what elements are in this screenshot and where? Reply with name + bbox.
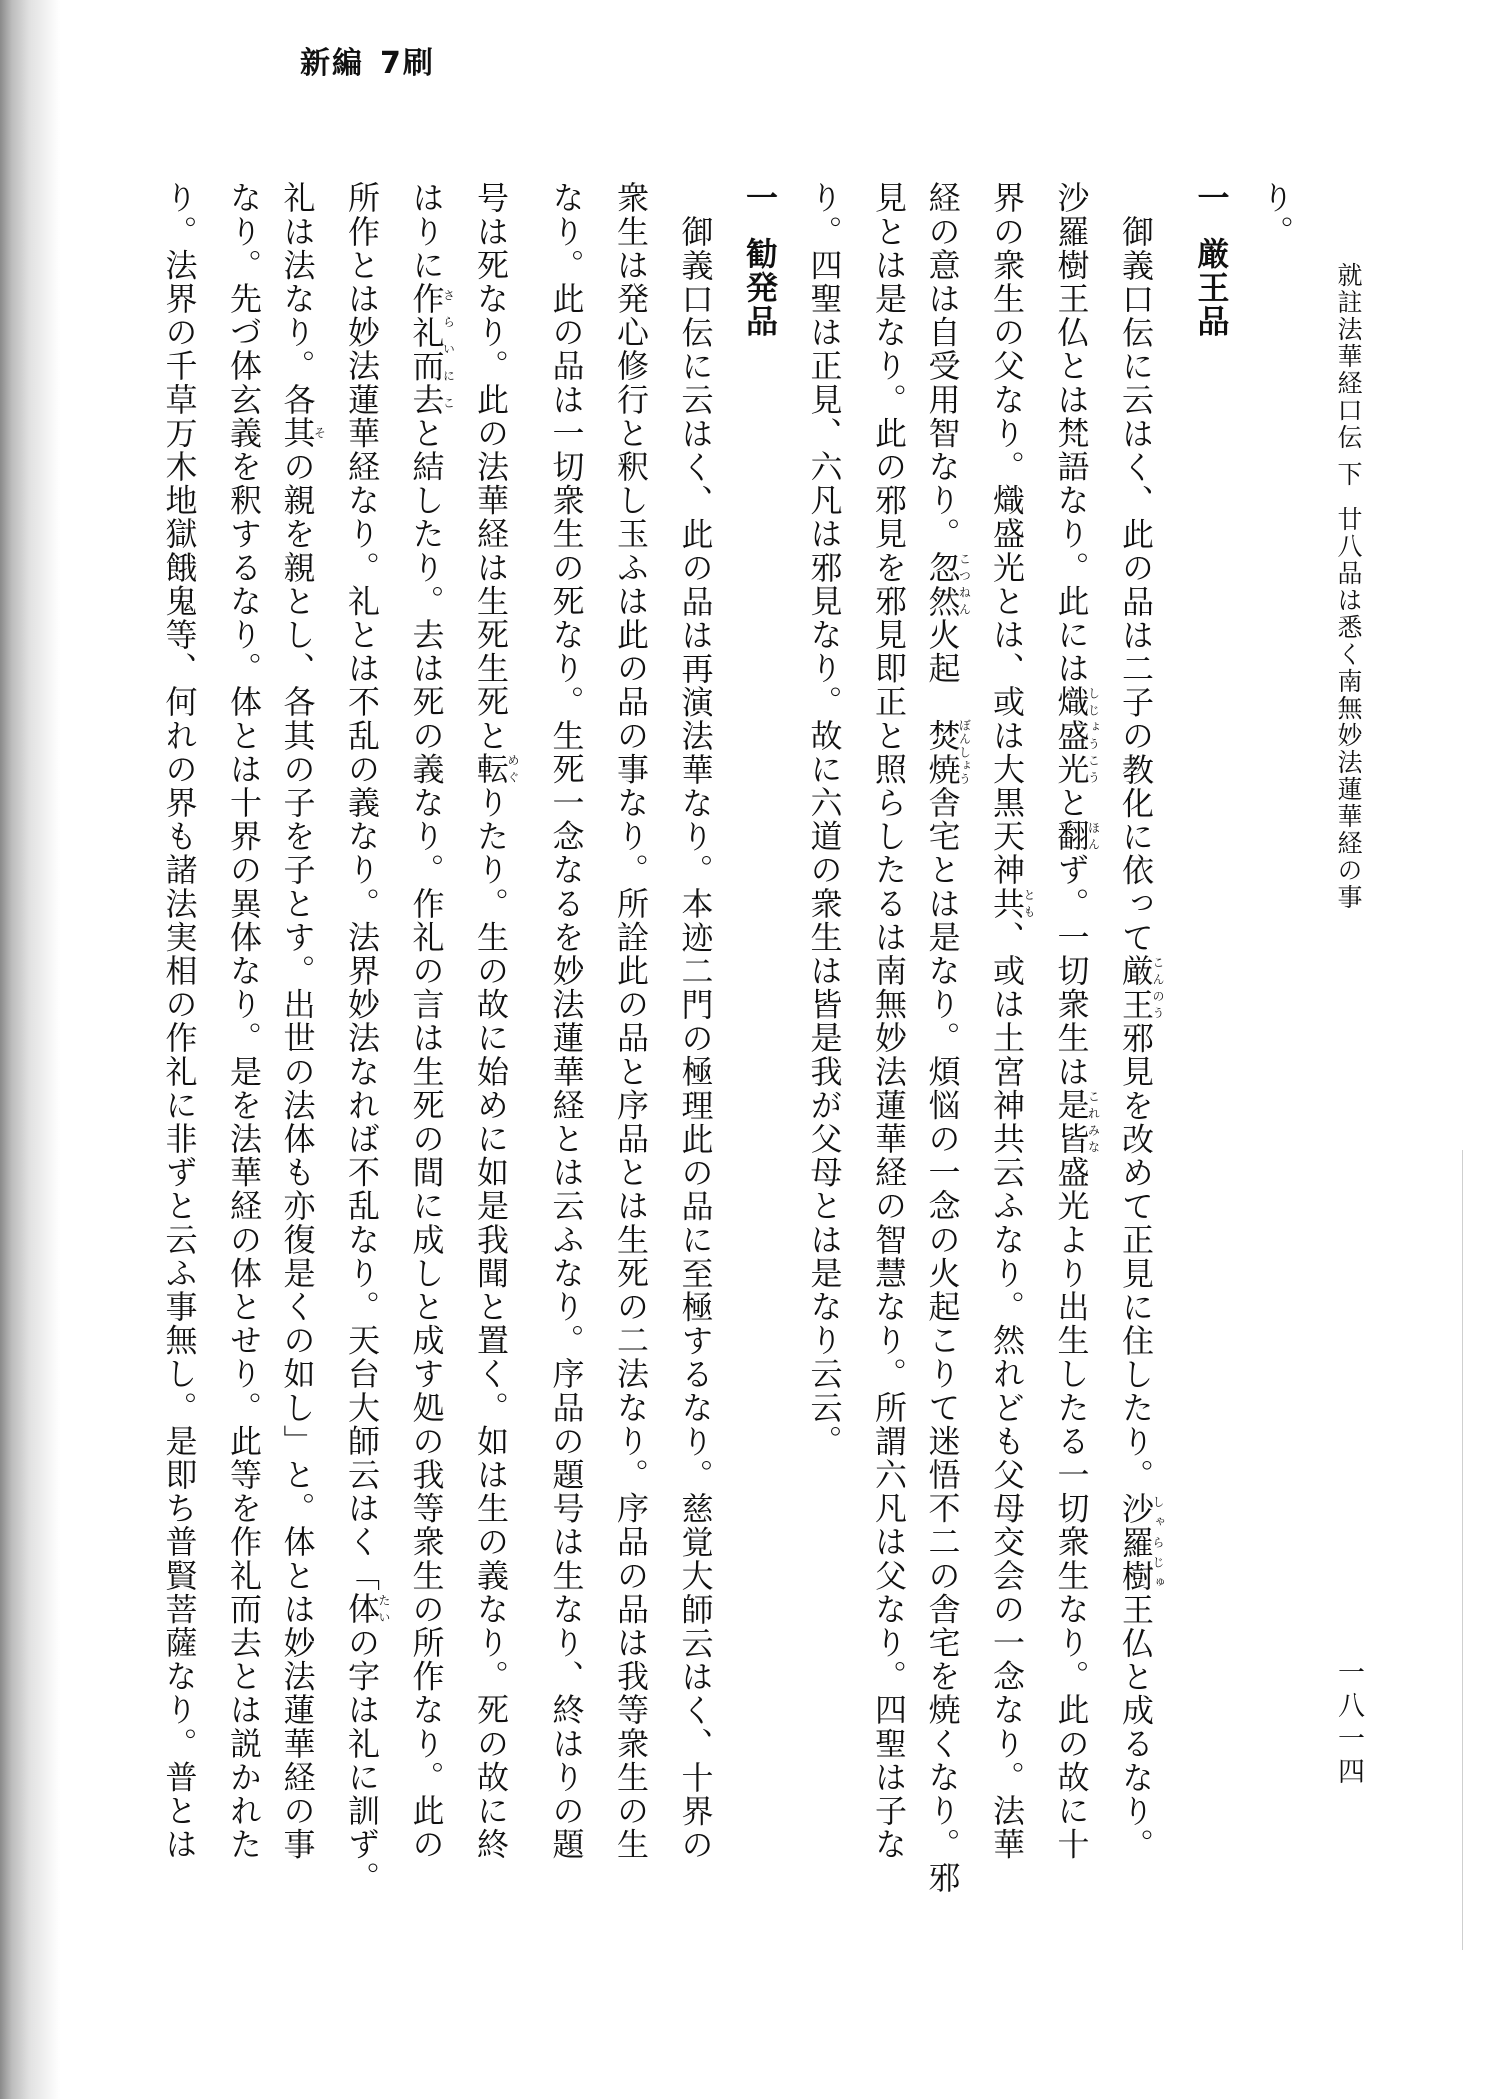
text-run: 火起 bbox=[923, 617, 962, 719]
text-run: 盛光より出生したる一切衆生なり。此の故に十 bbox=[1052, 1155, 1091, 1862]
text-run: の親を親とし、各其の子を子とす。出世の法体も亦復是くの如し」と。体とは妙法蓮華経の事 bbox=[278, 449, 317, 1862]
ruby-base: 忽然 bbox=[923, 550, 962, 618]
ruby-reading: しじょうこう bbox=[1086, 685, 1101, 786]
text-run: 舎宅とは是なり。煩悩の一念の火起こりて迷悟不二の舎宅を焼くなり。邪 bbox=[923, 785, 962, 1895]
text-run: 王仏と成るなり。 bbox=[1117, 1592, 1155, 1862]
heading-mark: 一 bbox=[1192, 181, 1231, 215]
text-column bbox=[614, 181, 648, 1861]
ruby-base: 転 bbox=[472, 752, 510, 786]
text-run: はりに bbox=[407, 181, 446, 282]
ruby-base: 其 bbox=[278, 416, 317, 450]
ruby-annotated-text bbox=[1052, 819, 1101, 854]
text-run: 、或は土宮神共云ふなり。然れども父母交会の一念なり。法華 bbox=[988, 920, 1026, 1862]
text-run: の字は礼に訓ず。 bbox=[343, 1625, 381, 1895]
ruby-reading: とも bbox=[1022, 886, 1036, 921]
section-heading bbox=[1192, 181, 1231, 338]
page-number: 一八一四 bbox=[1333, 1658, 1364, 1790]
text-run: なり。先づ体玄義を釈するなり。体とは十界の異体なり。是を法華経の体とせり。此等を作礼而去とは説かれた bbox=[225, 181, 263, 1861]
edition-series: 新編 bbox=[300, 46, 364, 81]
text-run: 御義口伝に云はく、此の品は二子の教化に依って bbox=[1117, 215, 1155, 955]
ruby-base: 体 bbox=[343, 1592, 381, 1626]
ruby-reading: めぐ bbox=[506, 752, 520, 786]
text-run: りたり。生の故に始めに如是我聞と置く。如は生の義なり。死の故に終 bbox=[472, 785, 510, 1862]
ruby-annotated-text bbox=[988, 886, 1036, 921]
ruby-annotated-text bbox=[472, 752, 520, 786]
text-run: 界の衆生の父なり。熾盛光とは、或は大黒天神 bbox=[988, 181, 1026, 887]
text-run: 号は死なり。此の法華経は生死生死と bbox=[472, 181, 510, 753]
ruby-annotated-text bbox=[1052, 1088, 1101, 1156]
text-column bbox=[343, 181, 391, 1895]
text-column bbox=[472, 181, 520, 1862]
text-run: 経の意は自受用智なり。 bbox=[923, 181, 962, 551]
page-edge-line bbox=[1462, 1150, 1463, 1950]
text-column bbox=[1259, 181, 1293, 248]
text-column bbox=[227, 181, 261, 1861]
ruby-reading: しゃらじゅ bbox=[1151, 1491, 1165, 1593]
text-run: り。四聖は正見、六凡は邪見なり。故に六道の衆生は皆是我が父母とは是なり云云。 bbox=[805, 181, 844, 1458]
ruby-annotated-text bbox=[923, 718, 972, 786]
text-column bbox=[805, 181, 844, 1458]
ruby-base: 翻 bbox=[1052, 819, 1091, 854]
ruby-reading: そ bbox=[312, 416, 327, 450]
ruby-base: 厳王 bbox=[1117, 954, 1155, 1022]
ruby-reading: さらいにこ bbox=[441, 281, 456, 417]
text-column bbox=[923, 181, 972, 1895]
text-column bbox=[547, 181, 586, 1861]
ruby-base: 沙羅樹 bbox=[1117, 1491, 1155, 1593]
running-head-section: 廿八品は悉く南無妙法蓮華経の事 bbox=[1334, 505, 1363, 911]
heading-title: 勧発品 bbox=[741, 236, 779, 338]
text-run: 礼は法なり。各 bbox=[278, 181, 317, 417]
text-run: なり。此の品は一切衆生の死なり。生死一念なるを妙法蓮華経とは云ふなり。序品の題号は生なり、終はりの題 bbox=[547, 181, 586, 1861]
edition-printing: 7刷 bbox=[380, 46, 435, 81]
heading-title: 厳王品 bbox=[1192, 236, 1231, 338]
text-run: 沙羅樹王仏とは梵語なり。此には bbox=[1052, 181, 1091, 685]
ruby-base: 作礼而去 bbox=[407, 281, 446, 417]
text-run: り。 bbox=[1257, 181, 1295, 249]
ruby-base: 共 bbox=[988, 886, 1026, 921]
text-column bbox=[278, 181, 327, 1862]
text-run: 衆生は発心修行と釈し玉ふは此の品の事なり。所詮此の品と序品とは生死の二法なり。序品の品は我等衆生の生 bbox=[612, 181, 650, 1861]
ruby-reading: たい bbox=[377, 1592, 391, 1626]
ruby-reading: こんのう bbox=[1151, 954, 1165, 1022]
scan-shadow-edge bbox=[0, 0, 60, 2099]
text-column bbox=[1117, 215, 1165, 1862]
text-run: と結したり。去は死の義なり。作礼の言は生死の間に成しと成す処の我等衆生の所作なり。此の bbox=[407, 416, 446, 1862]
running-head-title: 就註法華経口伝 下 bbox=[1334, 262, 1363, 488]
text-column bbox=[988, 181, 1036, 1862]
text-run: 邪見を改めて正見に住したり。 bbox=[1117, 1021, 1155, 1492]
ruby-reading: これみな bbox=[1086, 1088, 1101, 1156]
text-run: 所作とは妙法蓮華経なり。礼とは不乱の義なり。法界妙法なれば不乱なり。天台大師云はく「 bbox=[343, 181, 381, 1593]
text-column bbox=[872, 181, 906, 1861]
edition-label bbox=[300, 38, 435, 82]
text-column bbox=[676, 215, 715, 1862]
text-column bbox=[160, 181, 199, 1861]
ruby-annotated-text bbox=[1117, 1491, 1165, 1593]
ruby-annotated-text bbox=[407, 281, 456, 417]
text-column bbox=[407, 181, 456, 1862]
ruby-annotated-text bbox=[278, 416, 327, 450]
ruby-annotated-text bbox=[343, 1592, 391, 1626]
ruby-reading: ほん bbox=[1086, 819, 1101, 854]
ruby-base: 焚焼 bbox=[923, 718, 962, 786]
ruby-base: 熾盛光 bbox=[1052, 685, 1091, 786]
ruby-annotated-text bbox=[1117, 954, 1165, 1022]
text-run: 見とは是なり。此の邪見を邪見即正と照らしたるは南無妙法蓮華経の智慧なり。所謂六凡は父なり。四聖は子な bbox=[870, 181, 908, 1861]
ruby-reading: こつねん bbox=[957, 550, 972, 618]
ruby-reading: ぼんしょう bbox=[957, 718, 972, 786]
text-column bbox=[1052, 181, 1101, 1862]
text-run: と bbox=[1052, 785, 1091, 820]
heading-mark: 一 bbox=[741, 181, 779, 215]
text-run: 御義口伝に云はく、此の品は再演法華なり。本迹二門の極理此の品に至極するなり。慈覚大師云はく、十界の bbox=[676, 215, 715, 1862]
text-run: ず。一切衆生は bbox=[1052, 853, 1091, 1089]
running-head bbox=[1334, 262, 1362, 911]
ruby-base: 是皆 bbox=[1052, 1088, 1091, 1156]
ruby-annotated-text bbox=[923, 550, 972, 618]
text-run: り。法界の千草万木地獄餓鬼等、何れの界も諸法実相の作礼に非ずと云ふ事無し。是即ち普賢菩薩なり。普とは bbox=[160, 181, 199, 1861]
ruby-annotated-text bbox=[1052, 685, 1101, 786]
section-heading bbox=[743, 181, 777, 337]
